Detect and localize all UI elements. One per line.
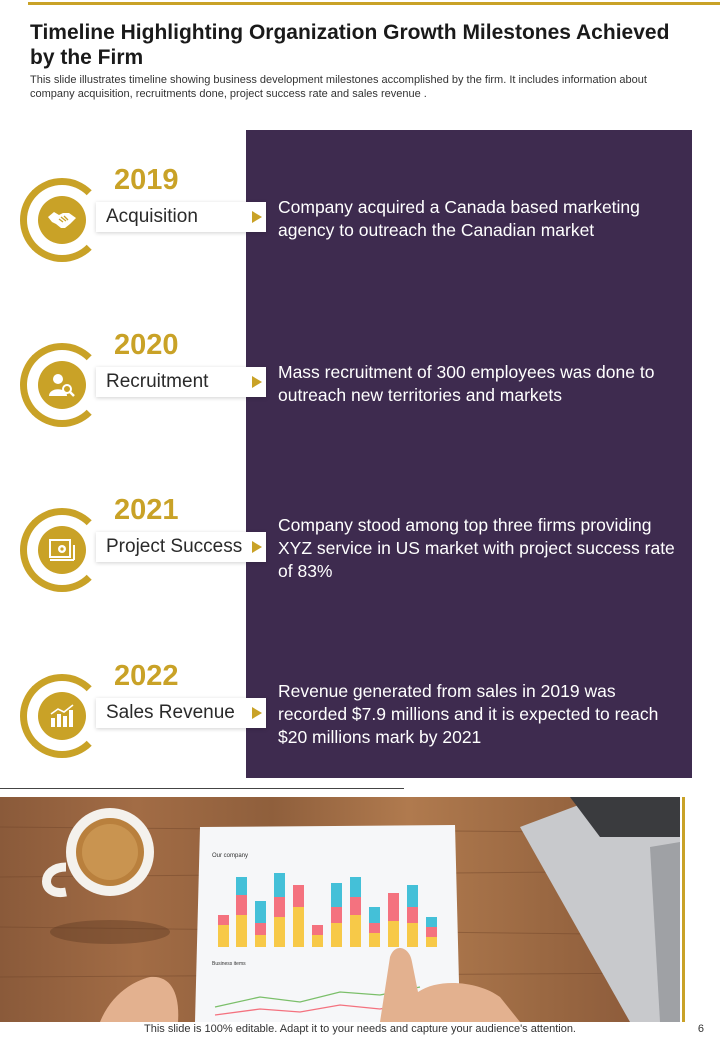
milestone-2019 <box>0 158 720 278</box>
milestone-year: 2021 <box>114 494 179 526</box>
arrow-right-icon <box>252 541 262 553</box>
handshake-icon <box>38 196 86 244</box>
milestone-ring <box>20 674 104 758</box>
milestone-ring <box>20 343 104 427</box>
arrow-right-icon <box>252 376 262 388</box>
milestone-ring <box>20 508 104 592</box>
milestone-label-box <box>96 532 266 562</box>
page-subtitle: This slide illustrates timeline showing business development milestones accomplished by the firm. It includes information about company acquisition, recruitments done, project success rate and sales revenue . <box>30 74 647 100</box>
milestone-label: Project Success <box>106 536 243 557</box>
desk-photo-illustration <box>0 797 680 1022</box>
arrow-right-icon <box>252 211 262 223</box>
project-gear-icon <box>38 526 86 574</box>
milestone-year: 2022 <box>114 660 179 692</box>
milestone-year: 2019 <box>114 164 179 196</box>
person-search-icon <box>38 361 86 409</box>
milestone-label-box <box>96 698 266 728</box>
milestone-description: Company stood among top three firms providing XYZ service in US market with project success rate of 83% <box>278 515 675 581</box>
page-number: 6 <box>697 1023 704 1035</box>
desk-photo <box>0 797 680 1022</box>
top-accent-line <box>28 2 720 5</box>
milestone-2020 <box>0 323 720 443</box>
milestone-description: Company acquired a Canada based marketing agency to outreach the Canadian market <box>278 197 640 240</box>
milestone-year: 2020 <box>114 329 179 361</box>
photo-accent-line <box>682 797 685 1022</box>
milestone-2021 <box>0 488 720 608</box>
milestone-label-box <box>96 202 266 232</box>
milestone-label: Recruitment <box>106 371 209 392</box>
report-title: Our company <box>212 853 249 859</box>
milestone-label: Acquisition <box>106 206 198 227</box>
milestone-2022 <box>0 654 720 774</box>
page-title: Timeline Highlighting Organization Growth Milestones Achieved by the Firm <box>30 21 670 69</box>
milestone-ring <box>20 178 104 262</box>
arrow-right-icon <box>252 707 262 719</box>
footer <box>0 1022 720 1040</box>
report-section-label: Business items <box>212 961 246 967</box>
bar-chart-icon <box>38 692 86 740</box>
milestone-description: Revenue generated from sales in 2019 was recorded $7.9 millions and it is expected to reach $20 millions mark by 2021 <box>278 681 659 747</box>
milestone-label: Sales Revenue <box>106 702 235 723</box>
footer-text: This slide is 100% editable. Adapt it to your needs and capture your audience's attention. <box>144 1023 576 1035</box>
milestone-description: Mass recruitment of 300 employees was done to outreach new territories and markets <box>278 362 655 405</box>
milestone-label-box <box>96 367 266 397</box>
divider-line <box>0 788 404 789</box>
